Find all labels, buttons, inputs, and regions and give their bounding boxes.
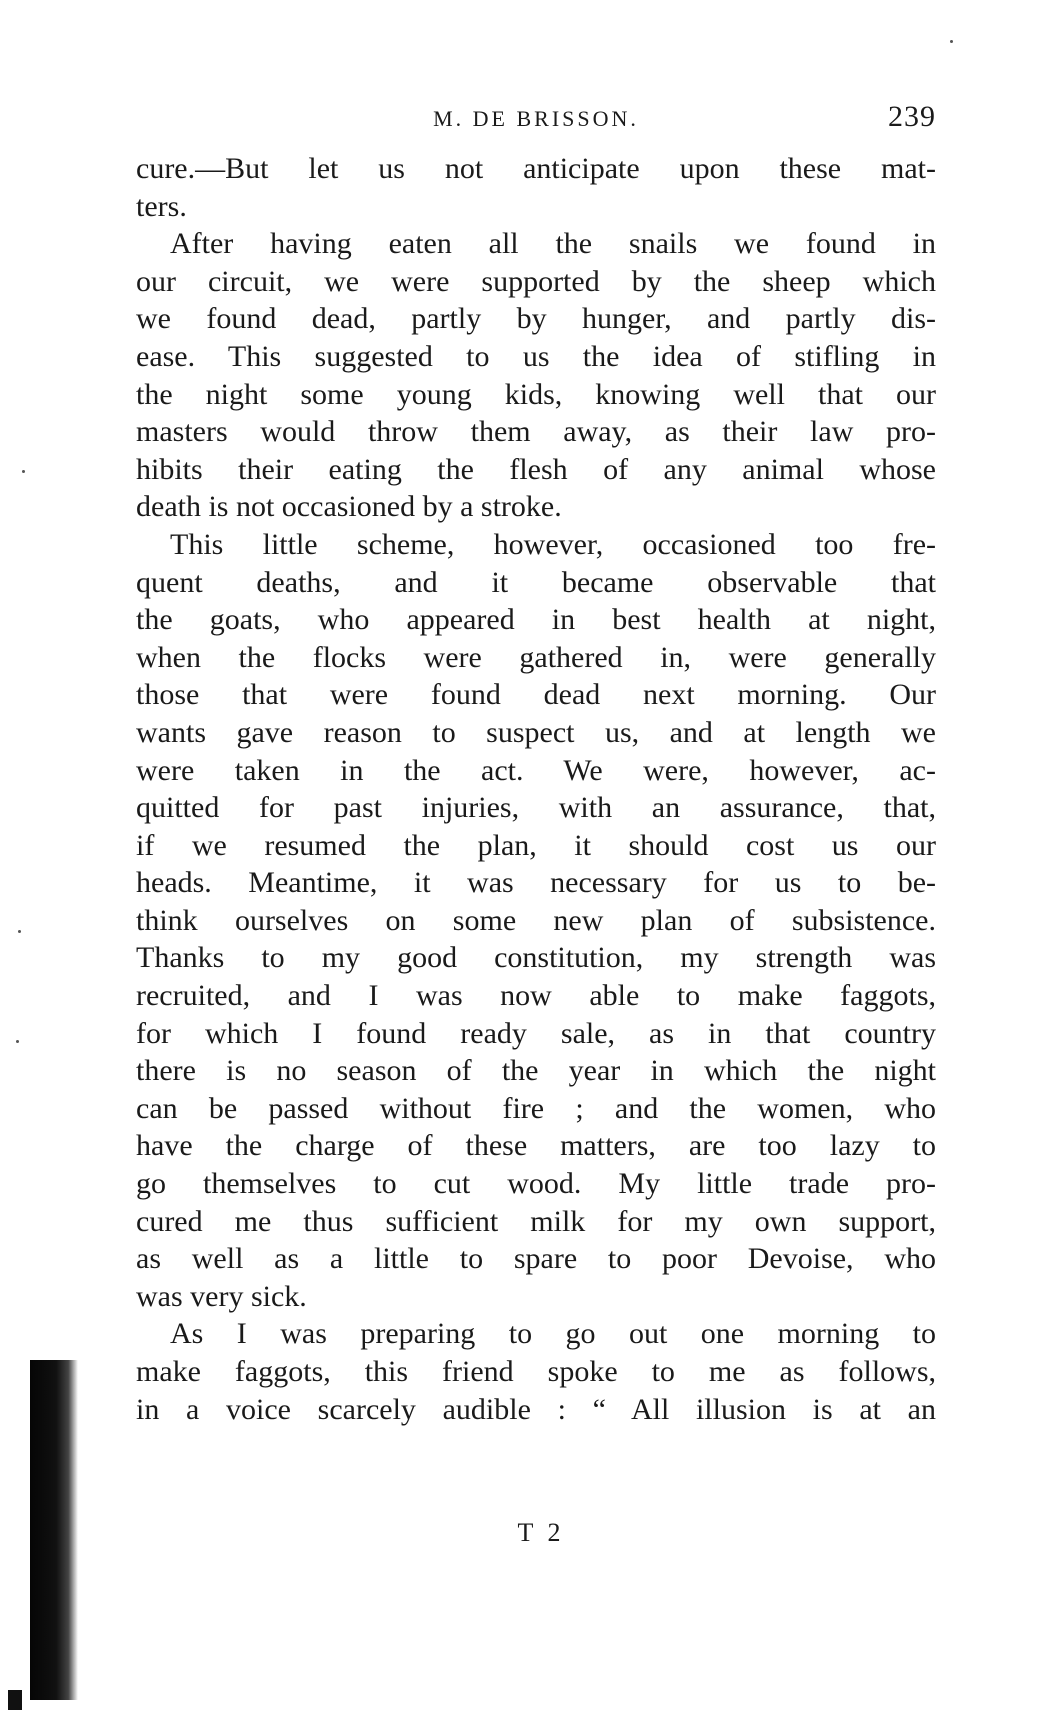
- text-line: make faggots, this friend spoke to me as follows,: [136, 1355, 936, 1388]
- text-line: cure.—But let us not anticipate upon these mat-: [136, 152, 936, 185]
- binding-shadow: [30, 1360, 78, 1700]
- text-line: death is not occasioned by a stroke.: [136, 490, 562, 524]
- text-line: as well as a little to spare to poor Devoise, who: [136, 1242, 936, 1276]
- text-line: the night some young kids, knowing well that our: [136, 377, 936, 411]
- text-line: for which I found ready sale, as in that country: [136, 1016, 936, 1050]
- text-line: quitted for past injuries, with an assurance, that,: [136, 791, 936, 825]
- text-line: hibits their eating the flesh of any animal whose: [136, 452, 936, 486]
- text-line: when the flocks were gathered in, were generally: [136, 640, 936, 674]
- text-line: we found dead, partly by hunger, and partly dis-: [136, 302, 936, 336]
- text-line: our circuit, we were supported by the sheep which: [136, 264, 936, 298]
- text-line: the goats, who appeared in best health at night,: [136, 603, 936, 637]
- text-line: recruited, and I was now able to make faggots,: [136, 979, 936, 1013]
- text-line: masters would throw them away, as their law pro-: [136, 415, 936, 449]
- text-line: This little scheme, however, occasioned too fre-: [170, 527, 936, 561]
- running-head: [136, 100, 936, 140]
- text-line: have the charge of these matters, are too lazy to: [136, 1129, 936, 1163]
- text-line: go themselves to cut wood. My little trade pro-: [136, 1167, 936, 1201]
- page-number: 239: [888, 100, 936, 133]
- text-line: were taken in the act. We were, however, ac-: [136, 753, 936, 787]
- signature-mark: T 2: [517, 1518, 565, 1547]
- text-line: think ourselves on some new plan of subsistence.: [136, 903, 936, 937]
- text-line: After having eaten all the snails we found in: [170, 227, 936, 261]
- text-line: can be passed without fire ; and the women, who: [136, 1091, 936, 1125]
- text-line: if we resumed the plan, it should cost us our: [136, 828, 936, 862]
- paper-speck: [18, 930, 21, 933]
- text-line: cured me thus sufficient milk for my own support,: [136, 1204, 936, 1238]
- paper-speck: [950, 40, 953, 43]
- text-line: in a voice scarcely audible : “ All illusion is at an: [136, 1392, 936, 1426]
- text-line: Thanks to my good constitution, my strength was: [136, 941, 936, 975]
- text-line: wants gave reason to suspect us, and at length we: [136, 715, 936, 749]
- paper-speck: [22, 470, 25, 473]
- text-line: quent deaths, and it became observable that: [136, 565, 936, 599]
- running-title: M. DE BRISSON.: [433, 106, 639, 131]
- body-text: [136, 150, 936, 1428]
- text-line: ease. This suggested to us the idea of stifling in: [136, 339, 936, 373]
- text-line: As I was preparing to go out one morning to: [170, 1317, 936, 1351]
- text-line: there is no season of the year in which the night: [136, 1054, 936, 1088]
- text-line: those that were found dead next morning. Our: [136, 678, 936, 712]
- text-line: was very sick.: [136, 1279, 307, 1313]
- binding-edge: [8, 1690, 22, 1710]
- signature-line: [136, 1518, 936, 1552]
- paper-speck: [16, 1040, 19, 1043]
- text-line: ters.: [136, 189, 187, 223]
- text-line: heads. Meantime, it was necessary for us to be-: [136, 866, 936, 900]
